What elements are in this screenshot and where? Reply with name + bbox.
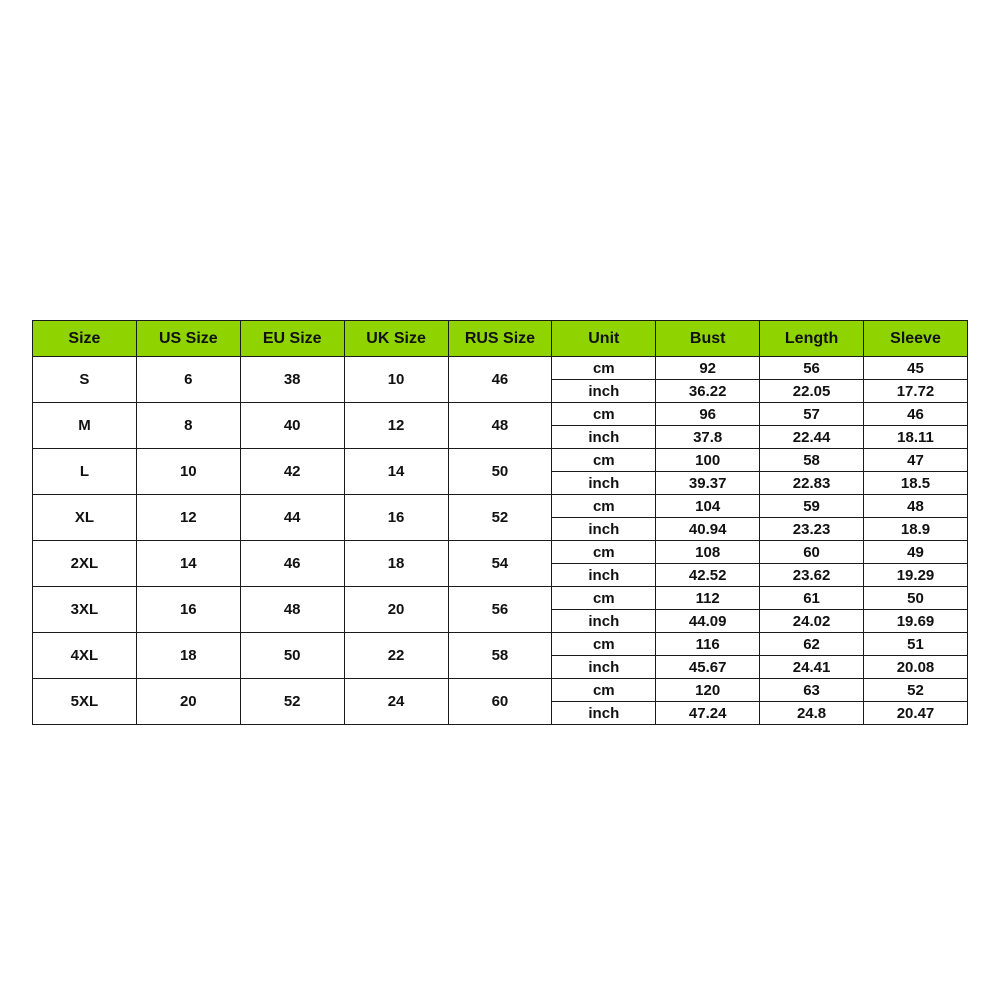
unit-inch-cell: inch xyxy=(552,380,656,403)
header-eu: EU Size xyxy=(240,321,344,357)
eu-size-cell: 50 xyxy=(240,633,344,679)
sleeve-cm-cell: 47 xyxy=(864,449,968,472)
bust-inch-cell: 47.24 xyxy=(656,702,760,725)
header-size: Size xyxy=(33,321,137,357)
rus-size-cell: 52 xyxy=(448,495,552,541)
length-inch-cell: 24.8 xyxy=(760,702,864,725)
unit-inch-cell: inch xyxy=(552,610,656,633)
bust-inch-cell: 40.94 xyxy=(656,518,760,541)
sleeve-inch-cell: 19.29 xyxy=(864,564,968,587)
unit-cm-cell: cm xyxy=(552,633,656,656)
sleeve-inch-cell: 18.9 xyxy=(864,518,968,541)
rus-size-cell: 58 xyxy=(448,633,552,679)
unit-cm-cell: cm xyxy=(552,495,656,518)
header-unit: Unit xyxy=(552,321,656,357)
bust-inch-cell: 37.8 xyxy=(656,426,760,449)
us-size-cell: 16 xyxy=(136,587,240,633)
table-row-cm xyxy=(33,495,968,518)
bust-cm-cell: 100 xyxy=(656,449,760,472)
eu-size-cell: 38 xyxy=(240,357,344,403)
eu-size-cell: 48 xyxy=(240,587,344,633)
size-cell: 5XL xyxy=(33,679,137,725)
size-cell: 4XL xyxy=(33,633,137,679)
rus-size-cell: 60 xyxy=(448,679,552,725)
size-cell: 3XL xyxy=(33,587,137,633)
us-size-cell: 18 xyxy=(136,633,240,679)
unit-cm-cell: cm xyxy=(552,587,656,610)
size-chart-table xyxy=(32,320,968,725)
us-size-cell: 8 xyxy=(136,403,240,449)
table-row-cm xyxy=(33,679,968,702)
header-length: Length xyxy=(760,321,864,357)
bust-cm-cell: 112 xyxy=(656,587,760,610)
sleeve-inch-cell: 18.11 xyxy=(864,426,968,449)
bust-cm-cell: 92 xyxy=(656,357,760,380)
size-cell: L xyxy=(33,449,137,495)
unit-inch-cell: inch xyxy=(552,656,656,679)
sleeve-cm-cell: 45 xyxy=(864,357,968,380)
unit-inch-cell: inch xyxy=(552,472,656,495)
bust-inch-cell: 36.22 xyxy=(656,380,760,403)
bust-cm-cell: 116 xyxy=(656,633,760,656)
header-sleeve: Sleeve xyxy=(864,321,968,357)
sleeve-cm-cell: 46 xyxy=(864,403,968,426)
table-body xyxy=(33,357,968,725)
sleeve-inch-cell: 20.47 xyxy=(864,702,968,725)
unit-cm-cell: cm xyxy=(552,403,656,426)
length-cm-cell: 60 xyxy=(760,541,864,564)
table-row-cm xyxy=(33,587,968,610)
unit-inch-cell: inch xyxy=(552,702,656,725)
rus-size-cell: 46 xyxy=(448,357,552,403)
sleeve-cm-cell: 50 xyxy=(864,587,968,610)
uk-size-cell: 14 xyxy=(344,449,448,495)
header-us: US Size xyxy=(136,321,240,357)
length-inch-cell: 23.23 xyxy=(760,518,864,541)
sleeve-inch-cell: 20.08 xyxy=(864,656,968,679)
header-uk: UK Size xyxy=(344,321,448,357)
bust-inch-cell: 42.52 xyxy=(656,564,760,587)
bust-cm-cell: 104 xyxy=(656,495,760,518)
size-cell: M xyxy=(33,403,137,449)
us-size-cell: 12 xyxy=(136,495,240,541)
length-cm-cell: 62 xyxy=(760,633,864,656)
sleeve-inch-cell: 18.5 xyxy=(864,472,968,495)
bust-inch-cell: 45.67 xyxy=(656,656,760,679)
length-inch-cell: 23.62 xyxy=(760,564,864,587)
uk-size-cell: 22 xyxy=(344,633,448,679)
unit-cm-cell: cm xyxy=(552,541,656,564)
uk-size-cell: 18 xyxy=(344,541,448,587)
table-row-cm xyxy=(33,633,968,656)
bust-cm-cell: 120 xyxy=(656,679,760,702)
rus-size-cell: 56 xyxy=(448,587,552,633)
header-row xyxy=(33,321,968,357)
unit-cm-cell: cm xyxy=(552,357,656,380)
uk-size-cell: 20 xyxy=(344,587,448,633)
sleeve-inch-cell: 17.72 xyxy=(864,380,968,403)
rus-size-cell: 54 xyxy=(448,541,552,587)
bust-inch-cell: 39.37 xyxy=(656,472,760,495)
size-cell: XL xyxy=(33,495,137,541)
eu-size-cell: 46 xyxy=(240,541,344,587)
us-size-cell: 10 xyxy=(136,449,240,495)
length-cm-cell: 57 xyxy=(760,403,864,426)
length-cm-cell: 63 xyxy=(760,679,864,702)
unit-inch-cell: inch xyxy=(552,564,656,587)
header-rus: RUS Size xyxy=(448,321,552,357)
eu-size-cell: 44 xyxy=(240,495,344,541)
us-size-cell: 14 xyxy=(136,541,240,587)
us-size-cell: 6 xyxy=(136,357,240,403)
rus-size-cell: 48 xyxy=(448,403,552,449)
uk-size-cell: 12 xyxy=(344,403,448,449)
sleeve-cm-cell: 49 xyxy=(864,541,968,564)
unit-cm-cell: cm xyxy=(552,449,656,472)
sleeve-cm-cell: 51 xyxy=(864,633,968,656)
uk-size-cell: 24 xyxy=(344,679,448,725)
length-inch-cell: 24.02 xyxy=(760,610,864,633)
size-cell: S xyxy=(33,357,137,403)
eu-size-cell: 52 xyxy=(240,679,344,725)
eu-size-cell: 42 xyxy=(240,449,344,495)
bust-cm-cell: 108 xyxy=(656,541,760,564)
table-row-cm xyxy=(33,403,968,426)
unit-inch-cell: inch xyxy=(552,426,656,449)
length-inch-cell: 22.05 xyxy=(760,380,864,403)
length-inch-cell: 24.41 xyxy=(760,656,864,679)
length-cm-cell: 61 xyxy=(760,587,864,610)
table-row-cm xyxy=(33,357,968,380)
header-bust: Bust xyxy=(656,321,760,357)
unit-cm-cell: cm xyxy=(552,679,656,702)
rus-size-cell: 50 xyxy=(448,449,552,495)
length-cm-cell: 58 xyxy=(760,449,864,472)
sleeve-inch-cell: 19.69 xyxy=(864,610,968,633)
length-inch-cell: 22.83 xyxy=(760,472,864,495)
bust-cm-cell: 96 xyxy=(656,403,760,426)
unit-inch-cell: inch xyxy=(552,518,656,541)
size-cell: 2XL xyxy=(33,541,137,587)
length-cm-cell: 59 xyxy=(760,495,864,518)
length-cm-cell: 56 xyxy=(760,357,864,380)
sleeve-cm-cell: 52 xyxy=(864,679,968,702)
bust-inch-cell: 44.09 xyxy=(656,610,760,633)
sleeve-cm-cell: 48 xyxy=(864,495,968,518)
table-row-cm xyxy=(33,449,968,472)
eu-size-cell: 40 xyxy=(240,403,344,449)
uk-size-cell: 10 xyxy=(344,357,448,403)
uk-size-cell: 16 xyxy=(344,495,448,541)
table-row-cm xyxy=(33,541,968,564)
length-inch-cell: 22.44 xyxy=(760,426,864,449)
us-size-cell: 20 xyxy=(136,679,240,725)
